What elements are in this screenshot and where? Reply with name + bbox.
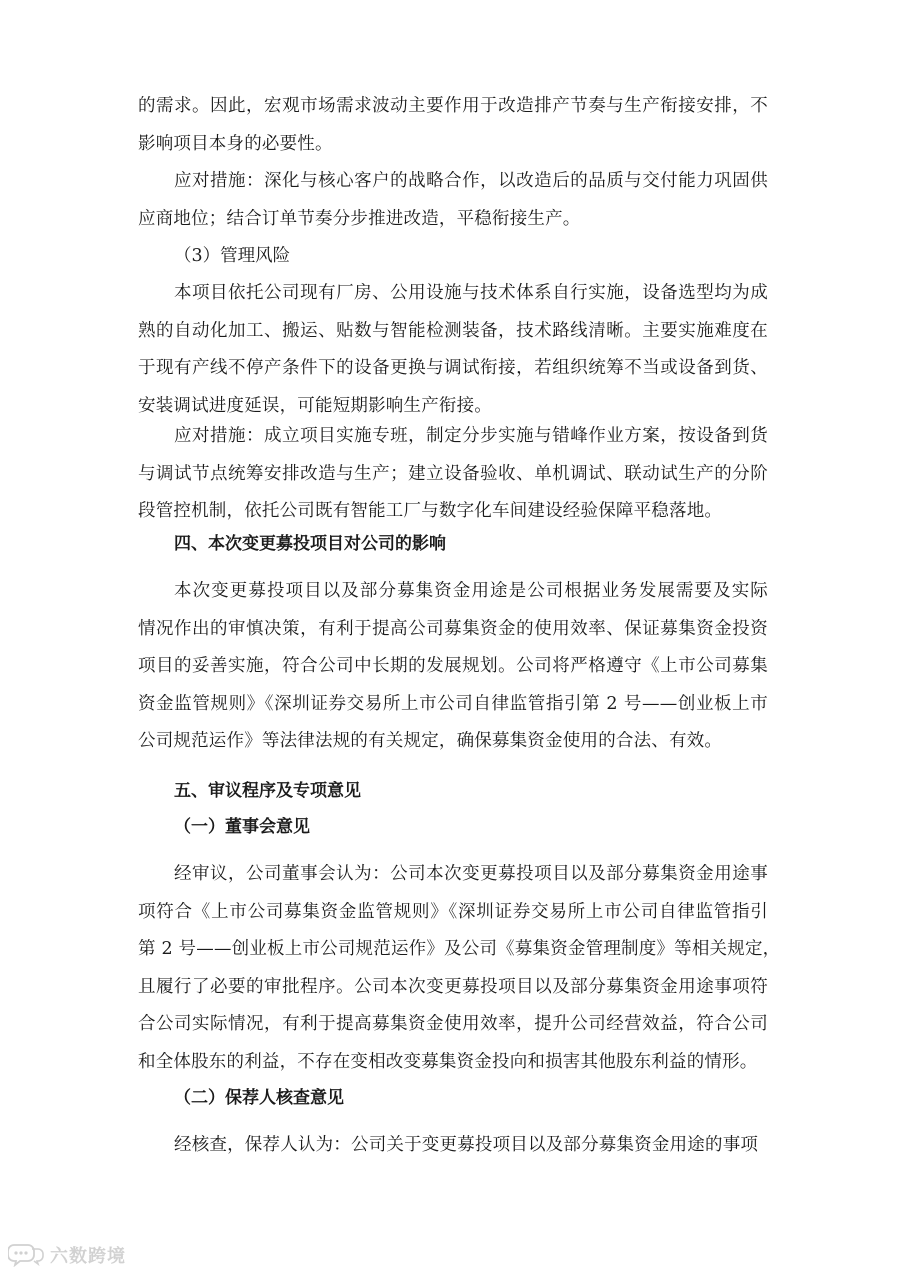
text-line: 应商地位；结合订单节奏分步推进改造，平稳衔接生产。 — [138, 208, 581, 229]
paragraph-sponsor-opinion — [138, 1127, 768, 1165]
text-line: 项符合《上市公司募集资金监管规则》《深圳证券交易所上市公司自律监管指引 — [138, 901, 768, 922]
text-line: 公司规范运作》等法律法规的有关规定，确保募集资金使用的合法、有效。 — [138, 731, 723, 751]
text-line: 安装调试进度延误，可能短期影响生产衔接。 — [138, 395, 492, 416]
text-line: 合公司实际情况，有利于提高募集资金使用效率，提升公司经营效益，符合公司 — [138, 1014, 768, 1034]
text-line: 本项目依托公司现有厂房、公用设施与技术体系自行实施，设备选型均为成 — [174, 283, 768, 303]
text-line: 熟的自动化加工、搬运、贴数与智能检测装备，技术路线清晰。主要实施难度在 — [138, 320, 768, 341]
text-line: 本次变更募投项目以及部分募集资金用途是公司根据业务发展需要及实际 — [174, 581, 768, 601]
text-line: 第 2 号——创业板上市公司规范运作》及公司《募集资金管理制度》等相关规定， — [138, 939, 781, 959]
text-line: 情况作出的审慎决策，有利于提高公司募集资金的使用效率、保证募集资金投资 — [138, 618, 768, 639]
section-heading-impact: 四、本次变更募投项目对公司的影响 — [174, 534, 446, 554]
text-line: 和全体股东的利益，不存在变相改变募集资金投向和损害其他股东利益的情形。 — [138, 1051, 758, 1072]
watermark — [8, 1242, 126, 1268]
subsection-heading-sponsor: （二）保荐人核查意见 — [174, 1088, 344, 1108]
text-line: 影响项目本身的必要性。 — [138, 133, 333, 154]
text-line: 的需求。因此，宏观市场需求波动主要作用于改造排产节奏与生产衔接安排，不 — [138, 96, 768, 116]
item-management-risk: （3）管理风险 — [174, 246, 291, 266]
speech-bubble-logo-icon — [8, 1243, 44, 1267]
paragraph-impact — [138, 573, 768, 761]
text-line: 于现有产线不停产条件下的设备更换与调试衔接，若组织统筹不当或设备到货、 — [138, 358, 768, 378]
text-line: 段管控机制，依托公司既有智能工厂与数字化车间建设经验保障平稳落地。 — [138, 501, 723, 521]
text-line: 应对措施：深化与核心客户的战略合作，以改造后的品质与交付能力巩固供 — [174, 171, 768, 191]
paragraph-board-opinion — [138, 856, 781, 1081]
text-line: 应对措施：成立项目实施专班，制定分步实施与错峰作业方案，按设备到货 — [174, 426, 768, 446]
text-line: 且履行了必要的审批程序。公司本次变更募投项目以及部分募集资金用途事项符 — [138, 976, 768, 997]
paragraph-market-demand — [138, 88, 768, 163]
text-line: 经核查，保荐人认为：公司关于变更募投项目以及部分募集资金用途的事项 — [174, 1135, 759, 1155]
section-heading-review: 五、审议程序及专项意见 — [174, 781, 361, 801]
paragraph-market-countermeasure — [138, 163, 768, 238]
text-line: 项目的妥善实施，符合公司中长期的发展规划。公司将严格遵守《上市公司募集 — [138, 656, 768, 676]
paragraph-management-risk — [138, 275, 768, 425]
watermark-text: 六数跨境 — [50, 1246, 126, 1267]
text-line: 与调试节点统筹安排改造与生产；建立设备验收、单机调试、联动试生产的分阶 — [138, 463, 768, 484]
subsection-heading-board: （一）董事会意见 — [174, 817, 310, 837]
text-line: 资金监管规则》《深圳证券交易所上市公司自律监管指引第 2 号——创业板上市 — [138, 693, 768, 714]
text-line: 经审议，公司董事会认为：公司本次变更募投项目以及部分募集资金用途事 — [174, 864, 768, 884]
paragraph-management-countermeasure — [138, 418, 768, 531]
